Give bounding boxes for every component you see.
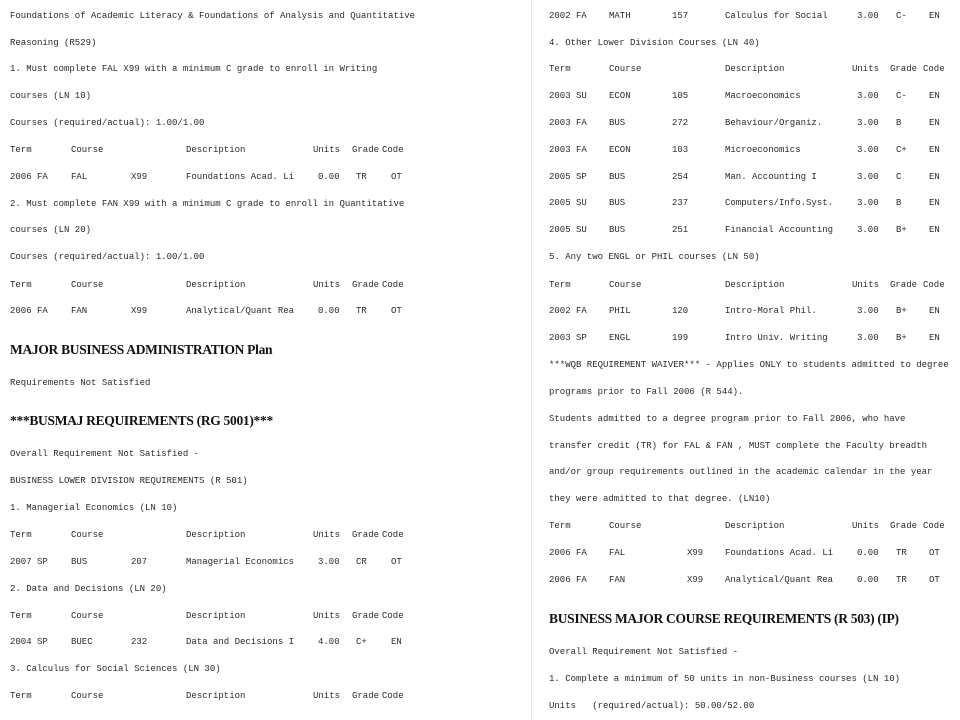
- number-cell: 254: [672, 172, 689, 182]
- number-cell: 157: [672, 11, 689, 21]
- units-cell: 0.00: [857, 575, 879, 585]
- header-units: Units: [313, 280, 341, 290]
- number-cell: X99: [687, 575, 704, 585]
- table-row: [549, 574, 960, 586]
- header-course: Course: [71, 145, 104, 155]
- header-grade: Grade: [890, 64, 918, 74]
- table-row: [549, 547, 960, 559]
- grade-cell: C+: [356, 637, 367, 647]
- number-cell: 207: [131, 557, 148, 567]
- code-cell: EN: [929, 145, 940, 155]
- subject-cell: FAN: [71, 306, 88, 316]
- units-cell: 3.00: [857, 306, 879, 316]
- grade-cell: B: [896, 198, 902, 208]
- number-cell: 232: [131, 637, 148, 647]
- grade-cell: B: [896, 118, 902, 128]
- grade-cell: TR: [896, 575, 907, 585]
- header-code: Code: [382, 691, 404, 701]
- waiver-line: programs prior to Fall 2006 (R 544).: [549, 387, 744, 397]
- subject-cell: PHIL: [609, 306, 631, 316]
- waiver-line: transfer credit (TR) for FAL & FAN , MUST complete the Faculty breadth: [549, 441, 928, 451]
- term-cell: 2006 FA: [10, 172, 48, 182]
- number-cell: 272: [672, 118, 689, 128]
- subject-cell: BUS: [609, 118, 626, 128]
- header-term: Term: [10, 145, 32, 155]
- units-cell: 3.00: [857, 11, 879, 21]
- term-cell: 2005 SP: [549, 172, 587, 182]
- waiver-line: they were admitted to that degree. (LN10): [549, 494, 771, 504]
- requirement-line: 2. Data and Decisions (LN 20): [10, 584, 167, 594]
- description-cell: Intro Univ. Writing: [725, 333, 828, 343]
- description-cell: Macroeconomics: [725, 91, 801, 101]
- code-cell: EN: [929, 91, 940, 101]
- table-row: [10, 305, 430, 317]
- units-cell: 0.00: [857, 548, 879, 558]
- units-cell: 0.00: [318, 172, 340, 182]
- subject-cell: FAL: [71, 172, 88, 182]
- header-term: Term: [549, 280, 571, 290]
- units-cell: 3.00: [857, 198, 879, 208]
- overall-status: Overall Requirement Not Satisfied -: [10, 449, 200, 459]
- term-cell: 2002 FA: [549, 11, 587, 21]
- code-cell: EN: [929, 198, 940, 208]
- table-header: [10, 529, 430, 541]
- header-grade: Grade: [352, 530, 380, 540]
- subject-cell: FAN: [609, 575, 626, 585]
- grade-cell: C: [896, 172, 902, 182]
- requirement-line: 5. Any two ENGL or PHIL courses (LN 50): [549, 252, 760, 262]
- header-code: Code: [923, 521, 945, 531]
- description-cell: Foundations Acad. Li: [725, 548, 834, 558]
- header-course: Course: [609, 64, 642, 74]
- grade-cell: TR: [356, 172, 367, 182]
- header-course: Course: [71, 280, 104, 290]
- header-term: Term: [10, 691, 32, 701]
- subject-cell: BUS: [609, 225, 626, 235]
- code-cell: EN: [929, 333, 940, 343]
- table-header: [10, 610, 430, 622]
- header-description: Description: [186, 530, 246, 540]
- units-cell: 3.00: [857, 91, 879, 101]
- code-cell: OT: [929, 575, 940, 585]
- subject-cell: BUS: [609, 172, 626, 182]
- requirement-line: courses (LN 20): [10, 225, 92, 235]
- subject-cell: BUEC: [71, 637, 93, 647]
- header-code: Code: [382, 145, 404, 155]
- description-cell: Computers/Info.Syst.: [725, 198, 834, 208]
- busmaj-heading: ***BUSMAJ REQUIREMENTS (RG 5001)***: [10, 413, 273, 428]
- number-cell: 251: [672, 225, 689, 235]
- units-cell: 3.00: [318, 557, 340, 567]
- description-cell: Financial Accounting: [725, 225, 834, 235]
- term-cell: 2005 SU: [549, 198, 587, 208]
- grade-cell: B+: [896, 306, 907, 316]
- requirement-line: 1. Must complete FAL X99 with a minimum C grade to enroll in Writing: [10, 64, 378, 74]
- table-row: [10, 556, 430, 568]
- grade-cell: B+: [896, 225, 907, 235]
- plan-status: Requirements Not Satisfied: [10, 378, 151, 388]
- number-cell: X99: [131, 306, 148, 316]
- number-cell: 105: [672, 91, 689, 101]
- header-code: Code: [923, 280, 945, 290]
- description-cell: Analytical/Quant Rea: [725, 575, 834, 585]
- table-row: [10, 171, 430, 183]
- number-cell: 199: [672, 333, 689, 343]
- units-cell: 3.00: [857, 145, 879, 155]
- column-divider: [531, 0, 532, 720]
- grade-cell: C-: [896, 11, 907, 21]
- term-cell: 2002 FA: [549, 306, 587, 316]
- header-units: Units: [313, 691, 341, 701]
- header-grade: Grade: [890, 521, 918, 531]
- table-header: [10, 144, 430, 156]
- table-row: [549, 332, 960, 344]
- header-units: Units: [852, 64, 880, 74]
- term-cell: 2005 SU: [549, 225, 587, 235]
- description-cell: Analytical/Quant Rea: [186, 306, 295, 316]
- description-cell: Foundations Acad. Li: [186, 172, 295, 182]
- table-row: [549, 171, 960, 183]
- header-term: Term: [10, 280, 32, 290]
- number-cell: 103: [672, 145, 689, 155]
- table-header: [549, 520, 960, 532]
- units-cell: 0.00: [318, 306, 340, 316]
- header-description: Description: [725, 64, 785, 74]
- description-cell: Intro-Moral Phil.: [725, 306, 817, 316]
- waiver-line: Students admitted to a degree program prior to Fall 2006, who have: [549, 414, 906, 424]
- requirement-line: courses (LN 10): [10, 91, 92, 101]
- header-code: Code: [382, 280, 404, 290]
- code-cell: OT: [391, 557, 402, 567]
- table-row: [10, 636, 430, 648]
- grade-cell: C-: [896, 91, 907, 101]
- header-description: Description: [725, 521, 785, 531]
- header-course: Course: [71, 691, 104, 701]
- header-course: Course: [71, 530, 104, 540]
- description-cell: Data and Decisions I: [186, 637, 295, 647]
- requirement-line: 1. Complete a minimum of 50 units in non-Business courses (LN 10): [549, 674, 901, 684]
- grade-cell: B+: [896, 333, 907, 343]
- units-cell: 3.00: [857, 225, 879, 235]
- header-description: Description: [186, 280, 246, 290]
- table-header: [549, 279, 960, 291]
- code-cell: EN: [929, 306, 940, 316]
- grade-cell: TR: [896, 548, 907, 558]
- code-cell: EN: [929, 172, 940, 182]
- header-description: Description: [725, 280, 785, 290]
- term-cell: 2007 SP: [10, 557, 48, 567]
- code-cell: OT: [391, 172, 402, 182]
- header-grade: Grade: [352, 611, 380, 621]
- term-cell: 2003 FA: [549, 118, 587, 128]
- major-course-heading: BUSINESS MAJOR COURSE REQUIREMENTS (R 503) (IP): [549, 611, 899, 626]
- table-row: [549, 10, 960, 22]
- number-cell: 237: [672, 198, 689, 208]
- header-term: Term: [10, 611, 32, 621]
- code-cell: EN: [391, 637, 402, 647]
- term-cell: 2003 FA: [549, 145, 587, 155]
- grade-cell: CR: [356, 557, 367, 567]
- table-row: [549, 144, 960, 156]
- waiver-title: ***WQB REQUIREMENT WAIVER*** - Applies ONLY to students admitted to degree: [549, 360, 949, 370]
- requirement-line: 2. Must complete FAN X99 with a minimum C grade to enroll in Quantitative: [10, 199, 405, 209]
- term-cell: 2003 SU: [549, 91, 587, 101]
- requirement-line: 4. Other Lower Division Courses (LN 40): [549, 38, 760, 48]
- description-cell: Microeconomics: [725, 145, 801, 155]
- waiver-line: and/or group requirements outlined in the academic calendar in the year: [549, 467, 933, 477]
- header-grade: Grade: [890, 280, 918, 290]
- units-count: Units (required/actual): 50.00/52.00: [549, 701, 755, 711]
- term-cell: 2006 FA: [10, 306, 48, 316]
- units-cell: 3.00: [857, 118, 879, 128]
- description-cell: Calculus for Social: [725, 11, 828, 21]
- requirement-title-cont: Reasoning (R529): [10, 38, 97, 48]
- table-row: [549, 224, 960, 236]
- subject-cell: ENGL: [609, 333, 631, 343]
- requirement-line: 3. Calculus for Social Sciences (LN 30): [10, 664, 221, 674]
- units-cell: 4.00: [318, 637, 340, 647]
- header-term: Term: [549, 64, 571, 74]
- number-cell: 120: [672, 306, 689, 316]
- description-cell: Behaviour/Organiz.: [725, 118, 823, 128]
- code-cell: OT: [929, 548, 940, 558]
- units-cell: 3.00: [857, 333, 879, 343]
- grade-cell: C+: [896, 145, 907, 155]
- header-code: Code: [923, 64, 945, 74]
- header-code: Code: [382, 530, 404, 540]
- code-cell: EN: [929, 118, 940, 128]
- header-grade: Grade: [352, 280, 380, 290]
- requirement-line: 1. Managerial Economics (LN 10): [10, 503, 178, 513]
- subject-cell: BUS: [71, 557, 88, 567]
- term-cell: 2006 FA: [549, 548, 587, 558]
- code-cell: OT: [391, 306, 402, 316]
- header-grade: Grade: [352, 145, 380, 155]
- table-row: [549, 197, 960, 209]
- number-cell: X99: [131, 172, 148, 182]
- header-units: Units: [852, 280, 880, 290]
- header-units: Units: [313, 145, 341, 155]
- table-row: [549, 305, 960, 317]
- major-plan-heading: MAJOR BUSINESS ADMINISTRATION Plan: [10, 342, 273, 357]
- subject-cell: FAL: [609, 548, 626, 558]
- subject-cell: BUS: [609, 198, 626, 208]
- units-cell: 3.00: [857, 172, 879, 182]
- courses-count: Courses (required/actual): 1.00/1.00: [10, 118, 205, 128]
- courses-count: Courses (required/actual): 1.00/1.00: [10, 252, 205, 262]
- table-header: [10, 690, 430, 702]
- header-units: Units: [313, 530, 341, 540]
- header-description: Description: [186, 145, 246, 155]
- code-cell: EN: [929, 225, 940, 235]
- header-code: Code: [382, 611, 404, 621]
- header-course: Course: [609, 521, 642, 531]
- table-row: [549, 90, 960, 102]
- requirement-title: Foundations of Academic Literacy & Foundations of Analysis and Quantitative: [10, 11, 416, 21]
- description-cell: Managerial Economics: [186, 557, 295, 567]
- header-units: Units: [852, 521, 880, 531]
- header-description: Description: [186, 611, 246, 621]
- header-description: Description: [186, 691, 246, 701]
- header-course: Course: [71, 611, 104, 621]
- header-term: Term: [549, 521, 571, 531]
- header-grade: Grade: [352, 691, 380, 701]
- number-cell: X99: [687, 548, 704, 558]
- header-course: Course: [609, 280, 642, 290]
- subject-cell: MATH: [609, 11, 631, 21]
- header-term: Term: [10, 530, 32, 540]
- subject-cell: ECON: [609, 145, 631, 155]
- subject-cell: ECON: [609, 91, 631, 101]
- term-cell: 2003 SP: [549, 333, 587, 343]
- grade-cell: TR: [356, 306, 367, 316]
- table-header: [549, 63, 960, 75]
- table-header: [10, 279, 430, 291]
- overall-status: Overall Requirement Not Satisfied -: [549, 647, 739, 657]
- term-cell: 2004 SP: [10, 637, 48, 647]
- code-cell: EN: [929, 11, 940, 21]
- table-row: [549, 117, 960, 129]
- description-cell: Man. Accounting I: [725, 172, 817, 182]
- requirement-title: BUSINESS LOWER DIVISION REQUIREMENTS (R 501): [10, 476, 248, 486]
- term-cell: 2006 FA: [549, 575, 587, 585]
- header-units: Units: [313, 611, 341, 621]
